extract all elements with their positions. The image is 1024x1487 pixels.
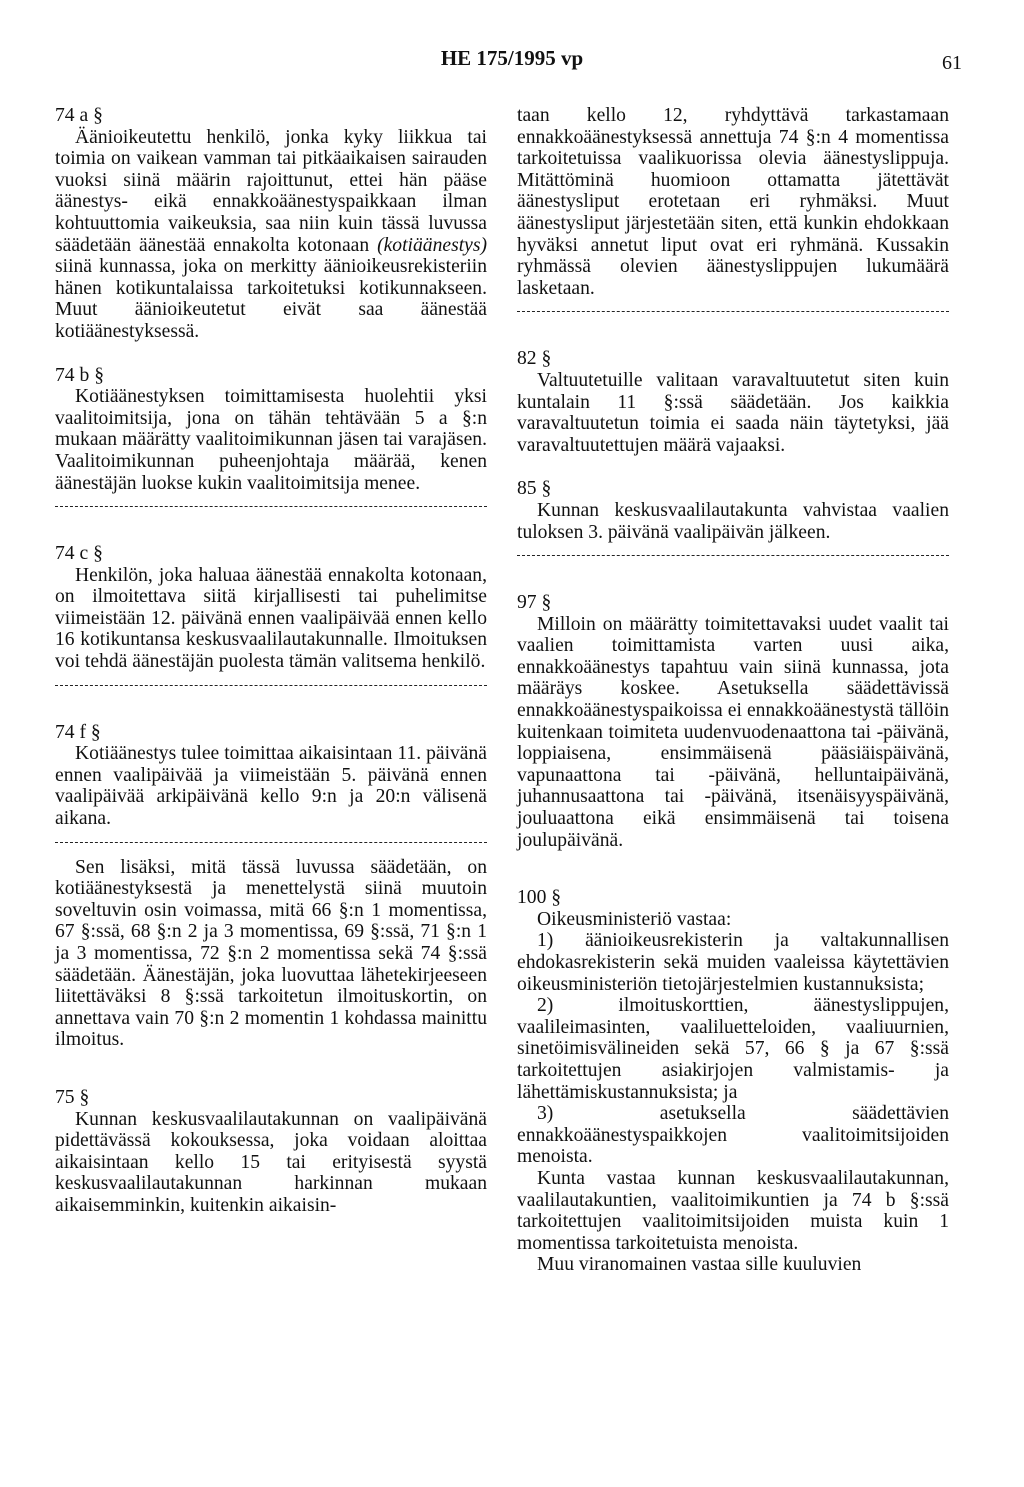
section-100-intro: Oikeusministeriö vastaa:: [537, 908, 732, 930]
section-82-heading: 82 §: [517, 348, 552, 370]
section-97-text: Milloin on määrätty toimitettavaksi uudet vaalit tai vaalien toimittamista varten uusi aika, ennakkoäänestys tapahtuu vain siinä kunnassa, jota määräys koskee. Asetuksella säädettävissä ennakkoäänestyspaikoissa ei ennakkoäänestystä tällöin kuitenkaan toimiteta uudenvuodenaattona tai -päivänä, loppiaisena, ensimmäisenä pääsiäispäivänä, vapunaattona tai -päivänä, helluntaipäivänä, juhannusaattona tai -päivänä, itsenäisyyspäivänä, jouluaattona eikä ensimmäisenä tai toisena joulupäivänä.: [517, 613, 949, 851]
section-100-heading: 100 §: [517, 887, 562, 909]
section-100-para-2: Kunta vastaa kunnan keskusvaalilautakunnan, vaalilautakuntien, vaalitoimikuntien ja 74 b §:ssä tarkoitettujen vaalitoimitsijoiden muista kuin 1 momentissa tarkoitetuista menoista.: [517, 1167, 949, 1254]
section-75-continued: taan kello 12, ryhdyttävä tarkastamaan ennakkoäänestyksessä annettuja 74 §:n 4 momentissa tarkoitetuissa vaalikuorissa olevia äänestyslippuja. Mitättöminä huomioon ottamatta jätettävät äänestysliput erotetaan eri ryhmäksi. Muut äänestysliput järjestetään siten, että kunkin ehdokkaan hyväksi annetut liput ovat eri ryhmänä. Kussakin ryhmässä olevien äänestyslippujen lukumäärä lasketaan.: [517, 105, 949, 299]
section-74a-italic-term: (kotiäänestys): [377, 234, 487, 256]
section-100-item-1: 1) äänioikeusrekisterin ja valtakunnallisen ehdokasrekisterin sekä muiden vaaleissa käytettävien oikeusministeriön tietojärjestelmien kustannuksista;: [517, 930, 949, 995]
page-number: 61: [942, 52, 962, 74]
section-100-item-2: 2) ilmoituskorttien, äänestyslippujen, vaalileimasinten, vaaliluetteloiden, vaaliuurnien, sinetöimisvälineiden sekä 57, 66 § ja 67 §:ssä tarkoitettujen asiakirjojen valmistamis- ja lähettämiskustannuksista; ja: [517, 995, 949, 1103]
section-74c-heading: 74 c §: [55, 543, 103, 565]
document-title: HE 175/1995 vp: [440, 46, 584, 70]
section-85-text: Kunnan keskusvaalilautakunta vahvistaa vaalien tuloksen 3. päivänä vaalipäivän jälkeen.: [517, 499, 949, 543]
left-column: [55, 105, 487, 1217]
section-74f-heading: 74 f §: [55, 721, 101, 743]
page-header: [0, 46, 1024, 76]
section-82-text: Valtuutetuille valitaan varavaltuutetut siten kuin kuntalain 11 §:ssä säädetään. Jos kaikkia varavaltuutetun toimia ei saada näin täytetyksi, jää varavaltuutettujen määrä vajaaksi.: [517, 369, 949, 456]
section-74f-text2: Sen lisäksi, mitä tässä luvussa säädetään, on kotiäänestyksestä ja menettelystä siinä muutoin soveltuvin osin voimassa, mitä 66 §:n 1 momentissa, 67 §:ssä, 68 §:n 2 ja 3 momentissa, 69 §:ssä, 71 §:n 1 ja 3 momentissa, 72 §:n 2 momentissa sekä 74 §:ssä säädetään. Äänestäjän, joka luovuttaa lähetekirjeeseen liitettäväksi 8 §:ssä tarkoitetun ilmoituskortin, on annettava vain 70 §:n 2 momentin 1 kohdassa mainittu ilmoitus.: [55, 856, 487, 1051]
section-100-para-3: Muu viranomainen vastaa sille kuuluvien: [537, 1254, 862, 1276]
right-column: [517, 105, 949, 1276]
section-97-heading: 97 §: [517, 592, 552, 614]
section-74f-text: Kotiäänestys tulee toimittaa aikaisintaan 11. päivänä ennen vaalipäivää ja viimeistään 5. päivänä ennen vaalipäivää arkipäivänä kello 9:n ja 20:n välisenä aikana.: [55, 743, 487, 830]
section-100-item-3: 3) asetuksella säädettävien ennakkoäänestyspaikkojen vaalitoimitsijoiden menoista.: [517, 1103, 949, 1168]
section-74b-heading: 74 b §: [55, 364, 104, 386]
section-74a-text-part1: Äänioikeutettu henkilö, jonka kyky liikkua tai toimia on vaikean vamman tai pitkäaikaisen sairauden vuoksi siinä määrin rajoittunut, ettei hän pääse äänestys- eikä ennakkoäänestyspaikkaan ilman kohtuuttomia vaikeuksia, saa niin kuin tässä luvussa säädetään äänestää ennakolta kotonaan: [55, 126, 487, 256]
section-85-heading: 85 §: [517, 478, 552, 500]
section-74a-heading: 74 a §: [55, 105, 103, 126]
section-75-text: Kunnan keskusvaalilautakunnan on vaalipäivänä pidettävässä kokouksessa, joka voidaan aloittaa aikaisintaan kello 15 tai erityisestä syystä keskusvaalilautakunnan harkinnan mukaan aikaisemminkin, kuitenkin aikaisin-: [55, 1108, 487, 1216]
section-74a-text: [55, 127, 487, 343]
section-74a-text-part2: siinä kunnassa, joka on merkitty äänioikeusrekisteriin hänen kotikuntalaissa tarkoitetuksi kotikunnakseen. Muut äänioikeutetut eivät saa äänestää kotiäänestyksessä.: [55, 256, 487, 342]
section-74c-text: Henkilön, joka haluaa äänestää ennakolta kotonaan, on ilmoitettava siitä kirjallisesti tai puhelimitse viimeistään 12. päivänä ennen vaalipäivää ennen kello 16 kotikuntansa keskusvaalilautakunnalle. Ilmoituksen voi tehdä äänestäjän puolesta tämän valitsema henkilö.: [55, 564, 487, 673]
section-75-heading: 75 §: [55, 1086, 90, 1108]
section-74b-text: Kotiäänestyksen toimittamisesta huolehtii yksi vaalitoimitsija, jona on tähän tehtävään 5 a §:n mukaan määrätty vaalitoimikunnan jäsen tai varajäsen. Vaalitoimikunnan puheenjohtaja määrää, kenen äänestäjän luokse kukin vaalitoimitsija menee.: [55, 386, 487, 494]
